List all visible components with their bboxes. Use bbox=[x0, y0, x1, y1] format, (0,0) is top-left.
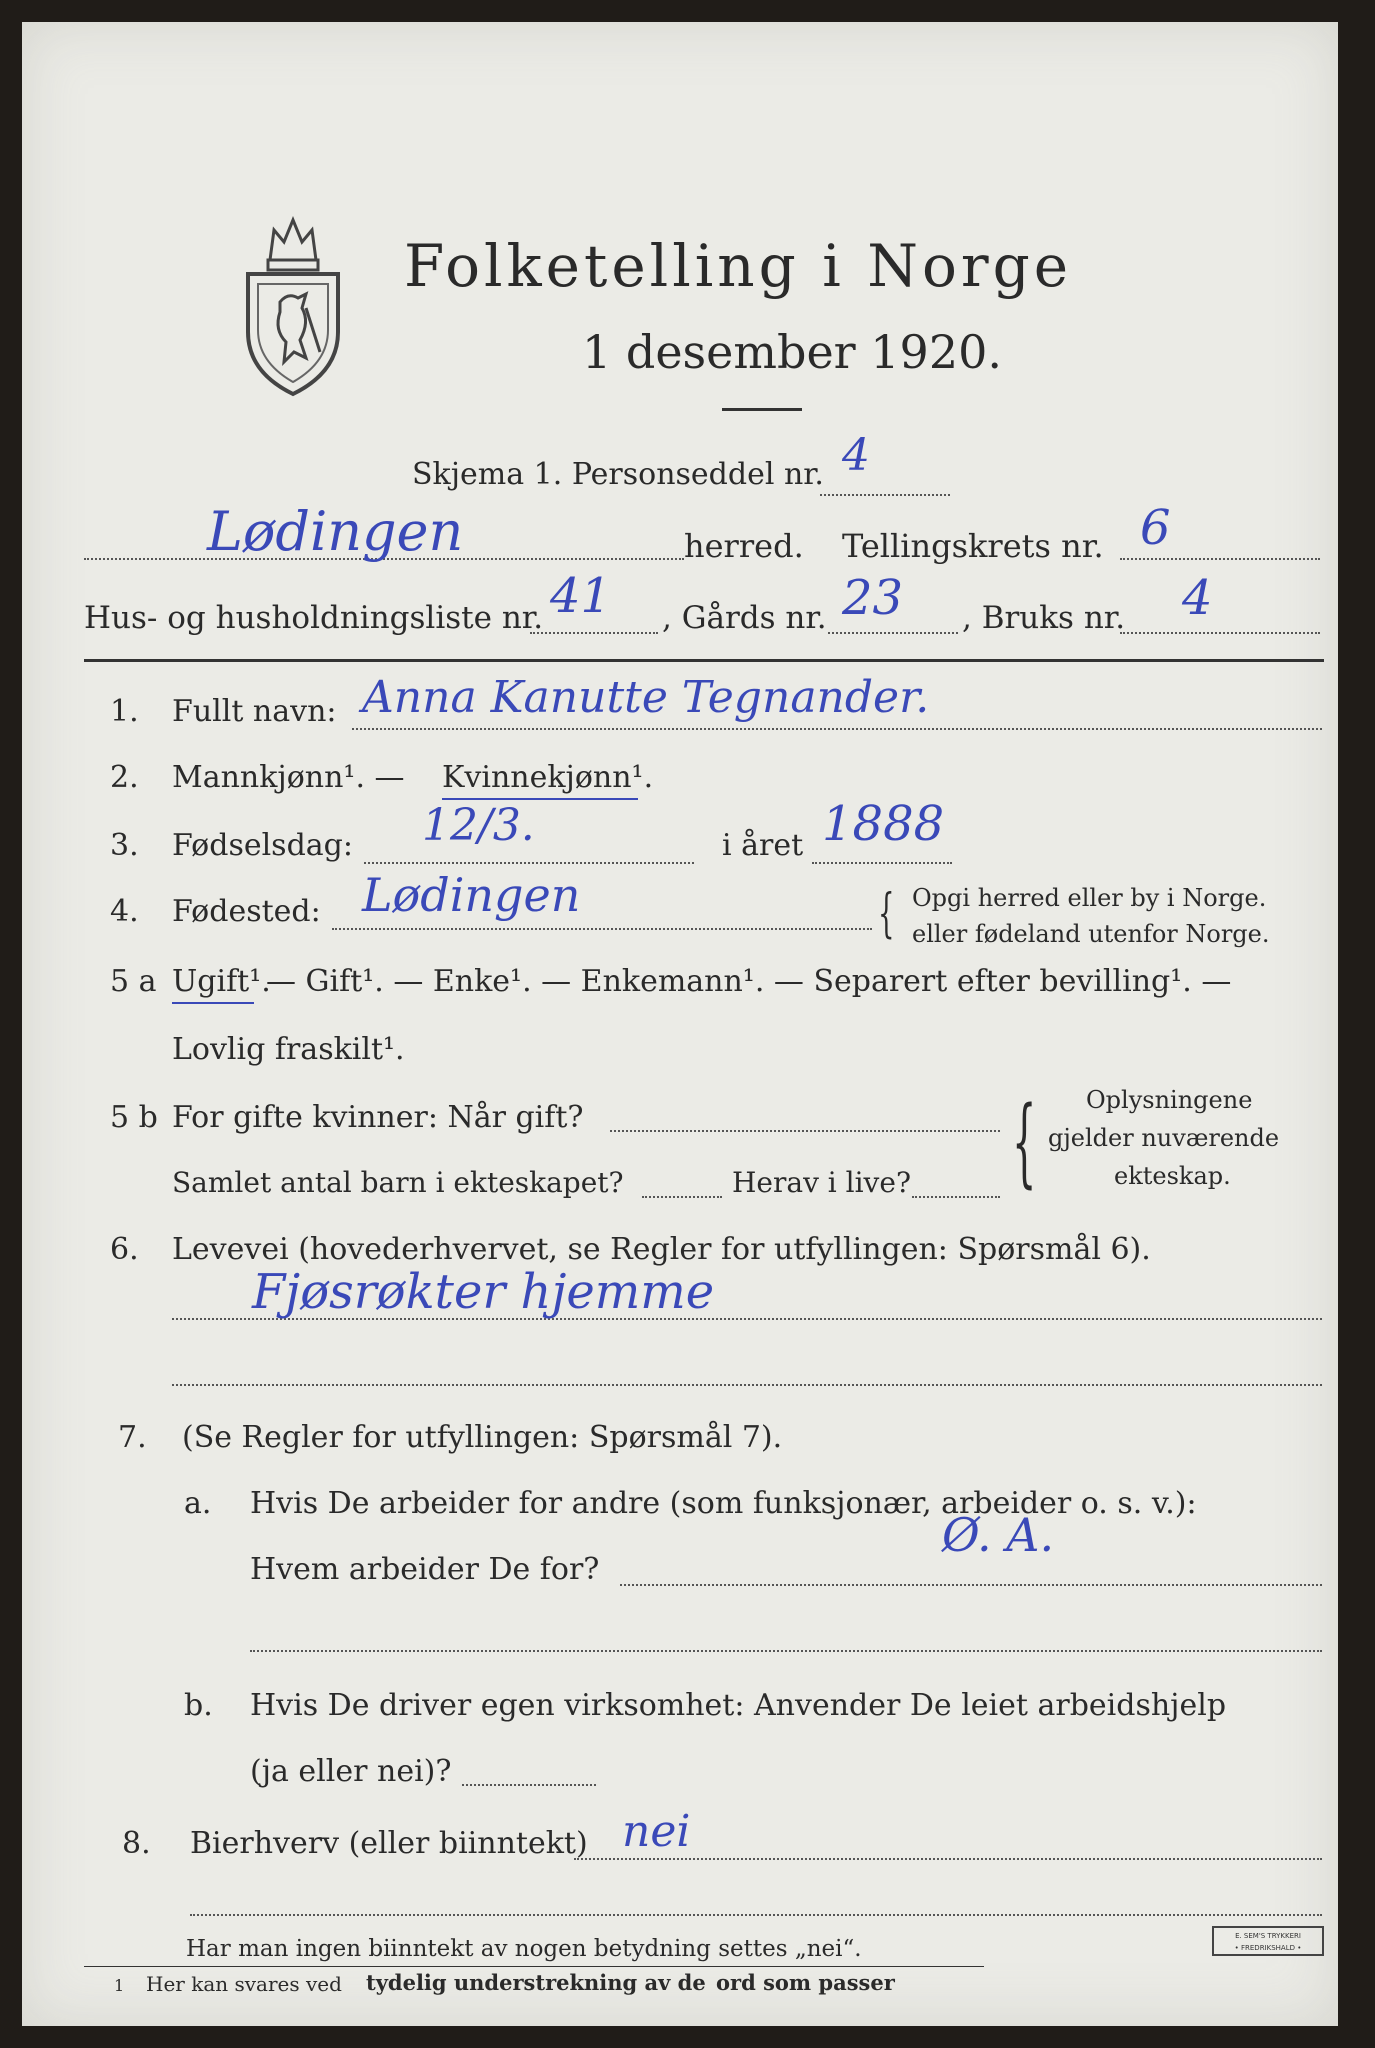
q1-number: 1. bbox=[110, 694, 139, 729]
q3-year-line bbox=[812, 862, 952, 864]
bruks-value[interactable]: 4 bbox=[1182, 570, 1213, 626]
footnote-text-a: Her kan svares ved bbox=[146, 1972, 342, 1996]
q5b-note-2: gjelder nuværende bbox=[1048, 1124, 1280, 1152]
skjema-nr-line bbox=[820, 494, 950, 496]
herred-value[interactable]: Lødingen bbox=[207, 500, 464, 563]
census-date: 1 desember 1920. bbox=[582, 325, 1002, 379]
title-divider bbox=[722, 408, 802, 411]
q8-label: Bierhverv (eller biinntekt) bbox=[190, 1826, 588, 1861]
printer-stamp bbox=[1212, 1926, 1324, 1956]
q2-number: 2. bbox=[110, 760, 139, 795]
footnote-text-c: ord som passer bbox=[716, 1970, 895, 1995]
tellingskrets-line bbox=[1120, 558, 1320, 560]
q5b-line bbox=[610, 1130, 1000, 1132]
tellingskrets-value[interactable]: 6 bbox=[1140, 500, 1171, 556]
q8-number: 8. bbox=[122, 1826, 151, 1861]
printer-stamp-line-1: E. SEM'S TRYKKERI bbox=[1235, 1932, 1301, 1940]
q5b-barn-line bbox=[642, 1196, 722, 1198]
footnote-number: 1 bbox=[114, 1976, 125, 1995]
q1-value[interactable]: Anna Kanutte Tegnander. bbox=[362, 672, 930, 723]
q4-note-1: Opgi herred eller by i Norge. bbox=[912, 884, 1267, 912]
q2-kvinne[interactable]: Kvinnekjønn¹. bbox=[442, 760, 654, 795]
gards-label: , Gårds nr. bbox=[662, 600, 827, 636]
q3-label: Fødselsdag: bbox=[172, 828, 353, 863]
q7b-label: Hvis De driver egen virksomhet: Anvender De leiet arbeidshjelp bbox=[250, 1688, 1227, 1723]
q6-label: Levevei (hovederhvervet, se Regler for utfyllingen: Spørsmål 6). bbox=[172, 1232, 1151, 1267]
q5b-number: 5 b bbox=[110, 1100, 158, 1135]
q5a-ugift[interactable]: Ugift¹. bbox=[172, 964, 271, 999]
q7a-line bbox=[620, 1584, 1322, 1586]
q7a-letter: a. bbox=[184, 1486, 212, 1521]
q5b-line2a: Samlet antal barn i ekteskapet? bbox=[172, 1166, 624, 1199]
norwegian-coat-of-arms-icon bbox=[240, 212, 346, 398]
q5a-number: 5 a bbox=[110, 964, 157, 999]
q4-number: 4. bbox=[110, 894, 139, 929]
skjema-label: Skjema 1. Personseddel nr. bbox=[412, 457, 824, 492]
q7-label: (Se Regler for utfyllingen: Spørsmål 7). bbox=[182, 1420, 783, 1455]
q7a-label: Hvis De arbeider for andre (som funksjonær, arbeider o. s. v.): bbox=[250, 1486, 1197, 1521]
q7-number: 7. bbox=[118, 1420, 147, 1455]
skjema-nr-value[interactable]: 4 bbox=[842, 430, 870, 481]
q5b-note-1: Oplysningene bbox=[1086, 1086, 1253, 1114]
q3-year-value[interactable]: 1888 bbox=[822, 796, 945, 852]
q2-mann: Mannkjønn¹. — bbox=[172, 760, 405, 795]
form-title: Folketelling i Norge bbox=[404, 232, 1073, 300]
husliste-value[interactable]: 41 bbox=[550, 568, 612, 624]
q7a-line2: Hvem arbeider De for? bbox=[250, 1552, 600, 1587]
q5b-note-3: ekteskap. bbox=[1114, 1162, 1231, 1190]
footer-note: Har man ingen biinntekt av nogen betydning settes „nei“. bbox=[186, 1936, 862, 1962]
q4-value[interactable]: Lødingen bbox=[362, 868, 581, 922]
q5a-line2: Lovlig fraskilt¹. bbox=[172, 1032, 405, 1067]
q5b-live-line bbox=[912, 1196, 1000, 1198]
q3-line bbox=[364, 862, 694, 864]
q4-brace: { bbox=[878, 884, 895, 944]
gards-line bbox=[828, 632, 958, 634]
q6-value[interactable]: Fjøsrøkter hjemme bbox=[252, 1264, 715, 1320]
q7b-line bbox=[462, 1784, 596, 1786]
q8-line-2 bbox=[190, 1914, 1322, 1916]
footnote-text-b: tydelig understrekning av de bbox=[366, 1970, 706, 1995]
q4-note-2: eller fødeland utenfor Norge. bbox=[912, 920, 1270, 948]
q6-line-2 bbox=[172, 1384, 1322, 1386]
tellingskrets-label: Tellingskrets nr. bbox=[842, 527, 1104, 565]
q7a-value[interactable]: Ø. A. bbox=[942, 1508, 1055, 1562]
q4-label: Fødested: bbox=[172, 894, 321, 929]
bruks-line bbox=[1120, 632, 1320, 634]
q8-value[interactable]: nei bbox=[622, 1806, 691, 1857]
census-form-sheet bbox=[22, 22, 1338, 2026]
q5b-brace: { bbox=[1012, 1086, 1037, 1198]
q1-line bbox=[352, 728, 1322, 730]
q3-number: 3. bbox=[110, 828, 139, 863]
bruks-label: , Bruks nr. bbox=[962, 600, 1126, 636]
q4-line bbox=[332, 928, 872, 930]
q5a-ugift-underline bbox=[172, 1002, 254, 1004]
q1-label: Fullt navn: bbox=[172, 694, 337, 729]
q8-line bbox=[574, 1858, 1322, 1860]
gards-value[interactable]: 23 bbox=[842, 570, 904, 626]
q7b-letter: b. bbox=[184, 1688, 213, 1723]
husliste-line bbox=[530, 632, 658, 634]
printer-stamp-line-2: • FREDRIKSHALD • bbox=[1234, 1944, 1302, 1952]
q7a-line-2 bbox=[250, 1650, 1322, 1652]
q6-number: 6. bbox=[110, 1232, 139, 1267]
q5a-options: — Gift¹. — Enke¹. — Enkemann¹. — Separert efter bevilling¹. — bbox=[266, 964, 1232, 999]
header-rule bbox=[84, 659, 1324, 662]
q3-year-label: i året bbox=[722, 828, 804, 863]
herred-label: herred. bbox=[684, 527, 804, 565]
q3-value[interactable]: 12/3. bbox=[422, 800, 535, 851]
q7b-line2: (ja eller nei)? bbox=[250, 1754, 452, 1789]
husliste-label: Hus- og husholdningsliste nr. bbox=[84, 600, 544, 636]
q5b-line2b: Herav i live? bbox=[732, 1166, 911, 1199]
footnote-rule bbox=[84, 1966, 984, 1967]
q5b-label: For gifte kvinner: Når gift? bbox=[172, 1100, 584, 1135]
